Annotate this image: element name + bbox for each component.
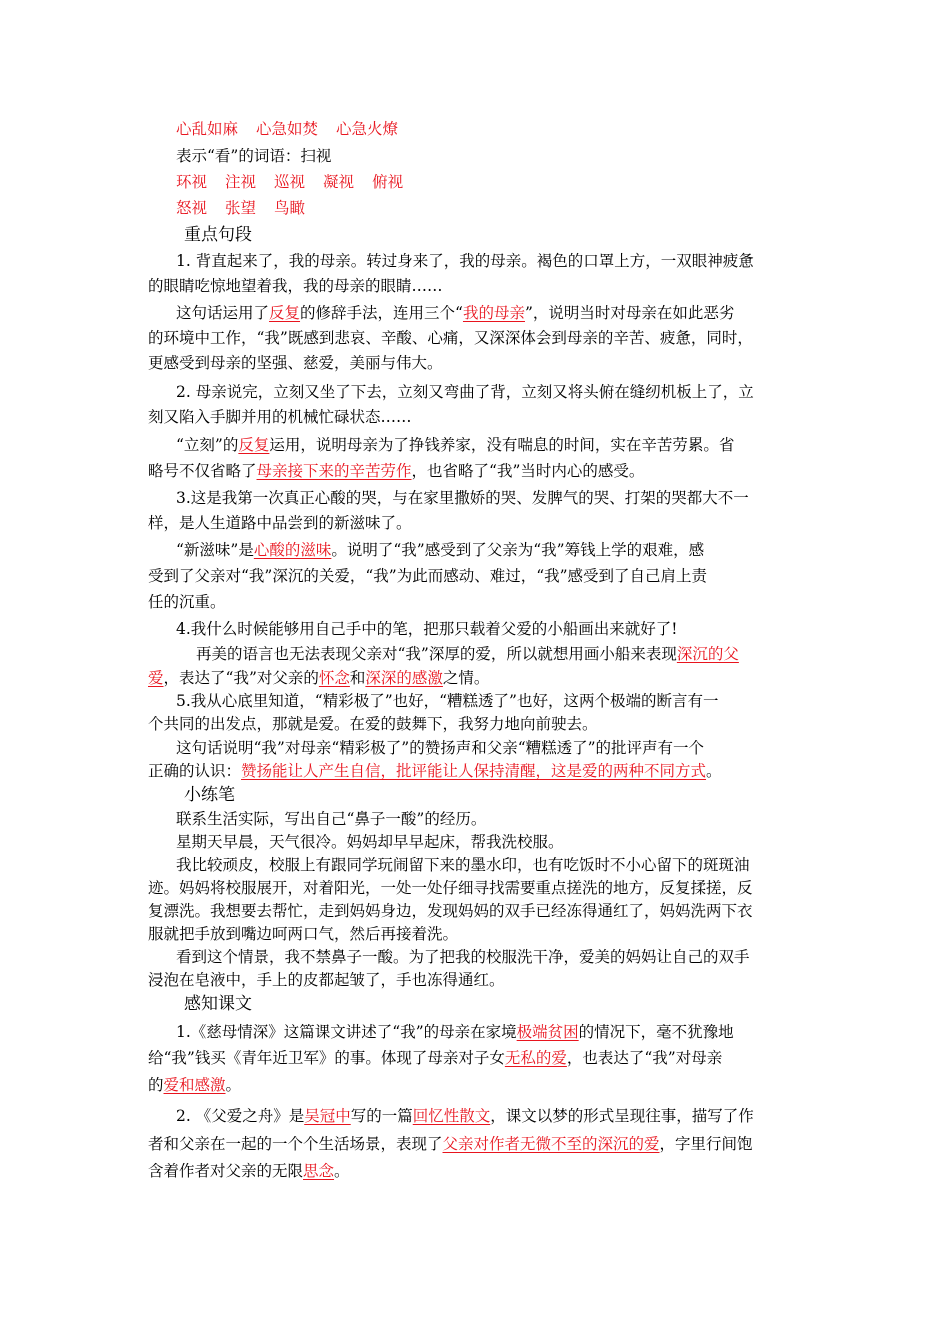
key-phrase: 深沉的父: [676, 645, 739, 663]
vocab-line-4: [176, 197, 836, 219]
sentence-5-line-1: 5.我从心底里知道，“精彩极了”也好，“糟糕透了”也好，这两个极端的断言有一: [176, 692, 719, 710]
key-phrase: 吴冠中: [304, 1107, 351, 1125]
analysis-3-line-2: 受到了父亲对“我”深沉的关爱，“我”为此而感动、难过，“我”感受到了自己肩上责: [148, 567, 708, 585]
sentence-3-line-1: 3.这是我第一次真正心酸的哭，与在家里撒娇的哭、发脾气的哭、打架的哭都大不一: [176, 489, 749, 507]
text: 。: [225, 1076, 242, 1094]
key-phrase: 无私的爱: [504, 1049, 567, 1067]
perceive-2-line-2: [148, 1133, 808, 1155]
key-phrase: 父亲对作者无微不至的深沉的爱: [442, 1135, 660, 1153]
key-phrase: 反复: [269, 304, 301, 322]
sentence-3-line-2: 样，是人生道路中品尝到的新滋味了。: [148, 514, 412, 532]
key-phrase: 思念: [303, 1162, 335, 1180]
section-heading-perceive: 感知课文: [184, 994, 252, 1014]
vocab-word: 巡视: [274, 173, 306, 191]
text: 。: [334, 1162, 350, 1180]
vocab-line-3: [176, 171, 836, 193]
key-phrase: 反复: [238, 436, 270, 454]
analysis-4-line-1: [196, 643, 856, 665]
key-phrase: 爱和感激: [163, 1076, 226, 1094]
vocab-word: 凝视: [323, 173, 355, 191]
sentence-1-line-2: 的眼睛吃惊地望着我，我的母亲的眼睛……: [148, 277, 443, 295]
key-phrase: 怀念: [318, 669, 350, 687]
section-heading-practice: 小练笔: [184, 785, 235, 805]
practice-line: 我比较顽皮，校服上有跟同学玩闹留下来的墨水印，也有吃饭时不小心留下的斑斑油: [176, 856, 750, 874]
text: ，也表达了“我”对母亲: [566, 1049, 723, 1067]
vocab-word: 心乱如麻: [176, 120, 239, 138]
sentence-5-line-2: 个共同的出发点，那就是爱。在爱的鼓舞下，我努力地向前驶去。: [148, 715, 598, 733]
text: 者和父亲在一起的一个个生活场景，表现了: [148, 1135, 443, 1153]
key-phrase: 心酸的滋味: [253, 541, 332, 559]
text: ，字里行间饱: [659, 1135, 753, 1153]
vocab-word: 注视: [225, 173, 257, 191]
text: 和: [349, 669, 366, 687]
vocab-word: 环视: [176, 173, 208, 191]
practice-line: 服就把手放到嘴边呵两口气，然后再接着洗。: [148, 925, 459, 943]
vocab-word: 俯视: [372, 173, 404, 191]
key-phrase: 赞扬能让人产生自信，批评能让人保持清醒，这是爱的两种不同方式: [241, 762, 707, 780]
text: 2. 《父爱之舟》是: [176, 1107, 305, 1125]
perceive-2-line-1: [176, 1105, 836, 1127]
text: 的修辞手法，连用三个“: [300, 304, 463, 322]
analysis-1-line-2: 的环境中工作，“我”既感到悲哀、辛酸、心痛，又深深体会到母亲的辛苦、疲惫，同时，: [148, 329, 753, 347]
practice-line: 联系生活实际，写出自己“鼻子一酸”的经历。: [176, 810, 487, 828]
perceive-1-line-1: [176, 1021, 836, 1043]
vocab-word: 怒视: [176, 199, 208, 217]
text: “新滋味”是: [176, 541, 254, 559]
text: 。说明了“我”感受到了父亲为“我”筹钱上学的艰难，感: [331, 541, 705, 559]
sentence-4-line-1: 4.我什么时候能够用自己手中的笔，把那只载着父爱的小船画出来就好了!: [176, 620, 678, 638]
key-phrase: 极端贫困: [516, 1023, 579, 1041]
text: ，课文以梦的形式呈现往事，描写了作: [490, 1107, 754, 1125]
practice-line: 星期天早晨，天气很冷。妈妈却早早起床，帮我洗校服。: [176, 833, 564, 851]
analysis-3-line-3: 任的沉重。: [148, 593, 226, 611]
vocab-word: 心急如焚: [256, 120, 319, 138]
text: 正确的认识：: [148, 762, 242, 780]
text: ，表达了“我”对父亲的: [163, 669, 319, 687]
analysis-5-line-2: [148, 760, 808, 782]
section-heading-key-sentences: 重点句段: [184, 225, 252, 245]
text: 运用，说明母亲为了挣钱养家，没有喘息的时间，实在辛苦劳累。省: [269, 436, 735, 454]
key-phrase: 爱: [148, 669, 164, 687]
sentence-1-line-1: 1. 背直起来了，我的母亲。转过身来了，我的母亲。褐色的口罩上方，一双眼神疲惫: [176, 252, 754, 270]
analysis-2-line-1: [176, 434, 836, 456]
analysis-4-line-2: [148, 667, 808, 689]
perceive-2-line-3: [148, 1160, 808, 1182]
text: 再美的语言也无法表现父亲对“我”深厚的爱，所以就想用画小船来表现: [196, 645, 677, 663]
text: 的情况下，毫不犹豫地: [578, 1023, 734, 1041]
vocab-word: 心急火燎: [336, 120, 399, 138]
analysis-1-line-1: [176, 302, 836, 324]
sentence-2-line-1: 2. 母亲说完，立刻又坐了下去，立刻又弯曲了背，立刻又将头俯在缝纫机板上了，立: [176, 383, 754, 401]
practice-line: 看到这个情景，我不禁鼻子一酸。为了把我的校服洗干净，爱美的妈妈让自己的双手: [176, 948, 750, 966]
text: 给“我”钱买《青年近卫军》的事。体现了母亲对子女: [148, 1049, 505, 1067]
practice-line: 复漂洗。我想要去帮忙，走到妈妈身边，发现妈妈的双手已经冻得通红了，妈妈洗两下衣: [148, 902, 753, 920]
analysis-3-line-1: [176, 539, 836, 561]
text: 这句话运用了: [176, 304, 270, 322]
key-phrase: 回忆性散文: [412, 1107, 491, 1125]
vocab-word: 张望: [225, 199, 257, 217]
key-phrase: 我的母亲: [462, 304, 525, 322]
analysis-2-line-2: [148, 460, 808, 482]
text: 写的一篇: [350, 1107, 413, 1125]
sentence-2-line-2: 刻又陷入手脚并用的机械忙碌状态……: [148, 408, 412, 426]
key-phrase: 母亲接下来的辛苦劳作: [256, 462, 412, 480]
text: 。: [706, 762, 722, 780]
practice-line: 迹。妈妈将校服展开，对着阳光，一处一处仔细寻找需要重点搓洗的地方，反复揉搓，反: [148, 879, 753, 897]
practice-line: 浸泡在皂液中，手上的皮都起皱了，手也冻得通红。: [148, 971, 505, 989]
perceive-1-line-3: [148, 1074, 808, 1096]
text: 含着作者对父亲的无限: [148, 1162, 304, 1180]
analysis-5-line-1: 这句话说明“我”对母亲“精彩极了”的赞扬声和父亲“糟糕透了”的批评声有一个: [176, 739, 705, 757]
text: 之情。: [442, 669, 490, 687]
analysis-1-line-3: 更感受到母亲的坚强、慈爱，美丽与伟大。: [148, 354, 443, 372]
text: 的: [148, 1076, 164, 1094]
text: ，也省略了“我”当时内心的感受。: [411, 462, 645, 480]
perceive-1-line-2: [148, 1047, 808, 1069]
vocab-line-1: [176, 118, 836, 140]
text: ”，说明当时对母亲在如此恶劣: [524, 304, 735, 322]
text: 略号不仅省略了: [148, 462, 257, 480]
vocab-word: 鸟瞰: [274, 199, 306, 217]
key-phrase: 深深的感激: [365, 669, 443, 687]
text: “立刻”的: [176, 436, 239, 454]
look-words-label: 表示“看”的词语：扫视: [176, 147, 332, 165]
text: 1.《慈母情深》这篇课文讲述了“我”的母亲在家境: [176, 1023, 517, 1041]
